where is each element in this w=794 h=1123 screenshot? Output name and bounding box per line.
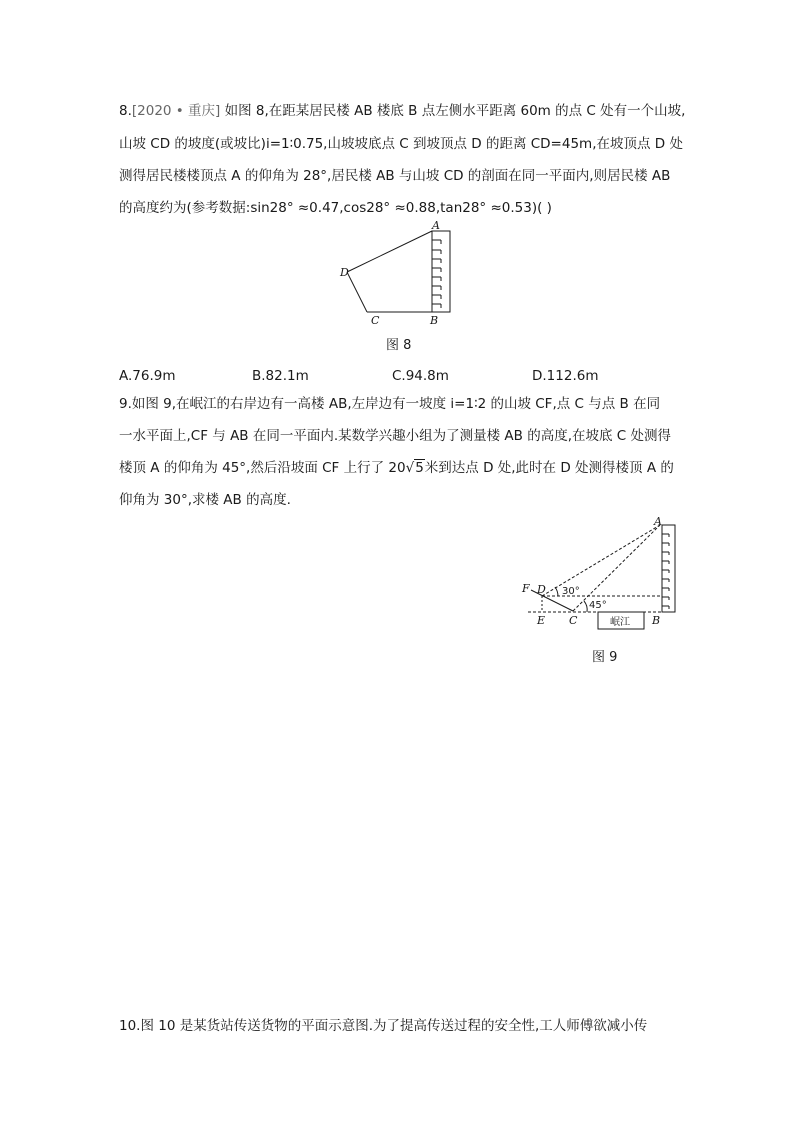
fig9-building-windows — [662, 534, 669, 609]
fig9-arc-45 — [584, 601, 587, 612]
fig8-line-da — [347, 231, 432, 272]
fig9-slope-cf — [531, 590, 573, 611]
fig9-label-a: A — [654, 515, 662, 528]
sqrt-expression — [406, 458, 425, 478]
q8-option-b: B.82.1m — [252, 368, 309, 384]
fig8-label-d: D — [340, 266, 349, 279]
q9-line-1: 9.如图 9,在岷江的右岸边有一高楼 AB,左岸边有一坡度 i=1∶2 的山坡 CF,点 C 与点 B 在同 — [119, 396, 661, 412]
q9-text-3a: 楼顶 A 的仰角为 45°,然后沿坡面 CF 上行了 20 — [119, 460, 406, 476]
fig8-caption: 图 8 — [386, 338, 412, 353]
fig9-sight-ca — [573, 525, 660, 611]
q10-line-1: 10.图 10 是某货站传送货物的平面示意图.为了提高传送过程的安全性,工人师傅欲减小传 — [119, 1018, 648, 1034]
q8-option-a: A.76.9m — [119, 368, 176, 384]
fig8-building — [432, 231, 450, 312]
q8-source: [2020 • 重庆] — [131, 103, 221, 119]
fig9-building — [662, 525, 675, 612]
q9-line-3 — [119, 458, 674, 478]
fig9-angle-45: 45° — [589, 600, 607, 611]
fig9-label-d: D — [537, 583, 546, 596]
fig9-label-f: F — [522, 582, 530, 595]
q9-line-4: 仰角为 30°,求楼 AB 的高度. — [119, 492, 291, 508]
q8-line-3: 测得居民楼楼顶点 A 的仰角为 28°,居民楼 AB 与山坡 CD 的剖面在同一平面内,则居民楼 AB — [119, 168, 671, 184]
fig9-label-c: C — [569, 614, 578, 627]
fig9-river-box — [598, 612, 644, 629]
fig8-label-c: C — [371, 314, 380, 327]
fig9-caption: 图 9 — [592, 650, 618, 665]
fig8-label-a: A — [432, 219, 440, 232]
fig8-building-windows — [432, 240, 441, 308]
fig9-label-e: E — [537, 614, 546, 627]
fig8-label-b: B — [430, 314, 439, 327]
fig9-sight-da — [542, 525, 660, 596]
fig9-arc-30 — [555, 587, 558, 596]
fig9-river-label: 岷江 — [610, 617, 630, 628]
q8-line-1 — [119, 101, 685, 121]
fig9-angle-30: 30° — [562, 586, 580, 597]
q8-line-4: 的高度约为(参考数据:sin28° ≈0.47,cos28° ≈0.88,tan28° ≈0.53)( ) — [119, 200, 552, 216]
q9-line-2: 一水平面上,CF 与 AB 在同一平面内.某数学兴趣小组为了测量楼 AB 的高度,在坡底 C 处测得 — [119, 428, 672, 444]
fig9-label-b: B — [652, 614, 661, 627]
q8-option-c: C.94.8m — [392, 368, 449, 384]
sqrt-sign: √ — [405, 460, 415, 476]
q8-number: 8. — [119, 103, 132, 119]
q8-text-1: 如图 8,在距某居民楼 AB 楼底 B 点左侧水平距离 60m 的点 C 处有一个山坡, — [220, 103, 686, 119]
q8-line-2: 山坡 CD 的坡度(或坡比)i=1∶0.75,山坡坡底点 C 到坡顶点 D 的距离 CD=45m,在坡顶点 D 处 — [119, 136, 683, 152]
q8-option-d: D.112.6m — [532, 368, 599, 384]
sqrt-radicand: 5 — [415, 460, 424, 476]
fig8-line-dc — [347, 272, 367, 312]
q9-text-3b: 米到达点 D 处,此时在 D 处测得楼顶 A 的 — [424, 460, 674, 476]
